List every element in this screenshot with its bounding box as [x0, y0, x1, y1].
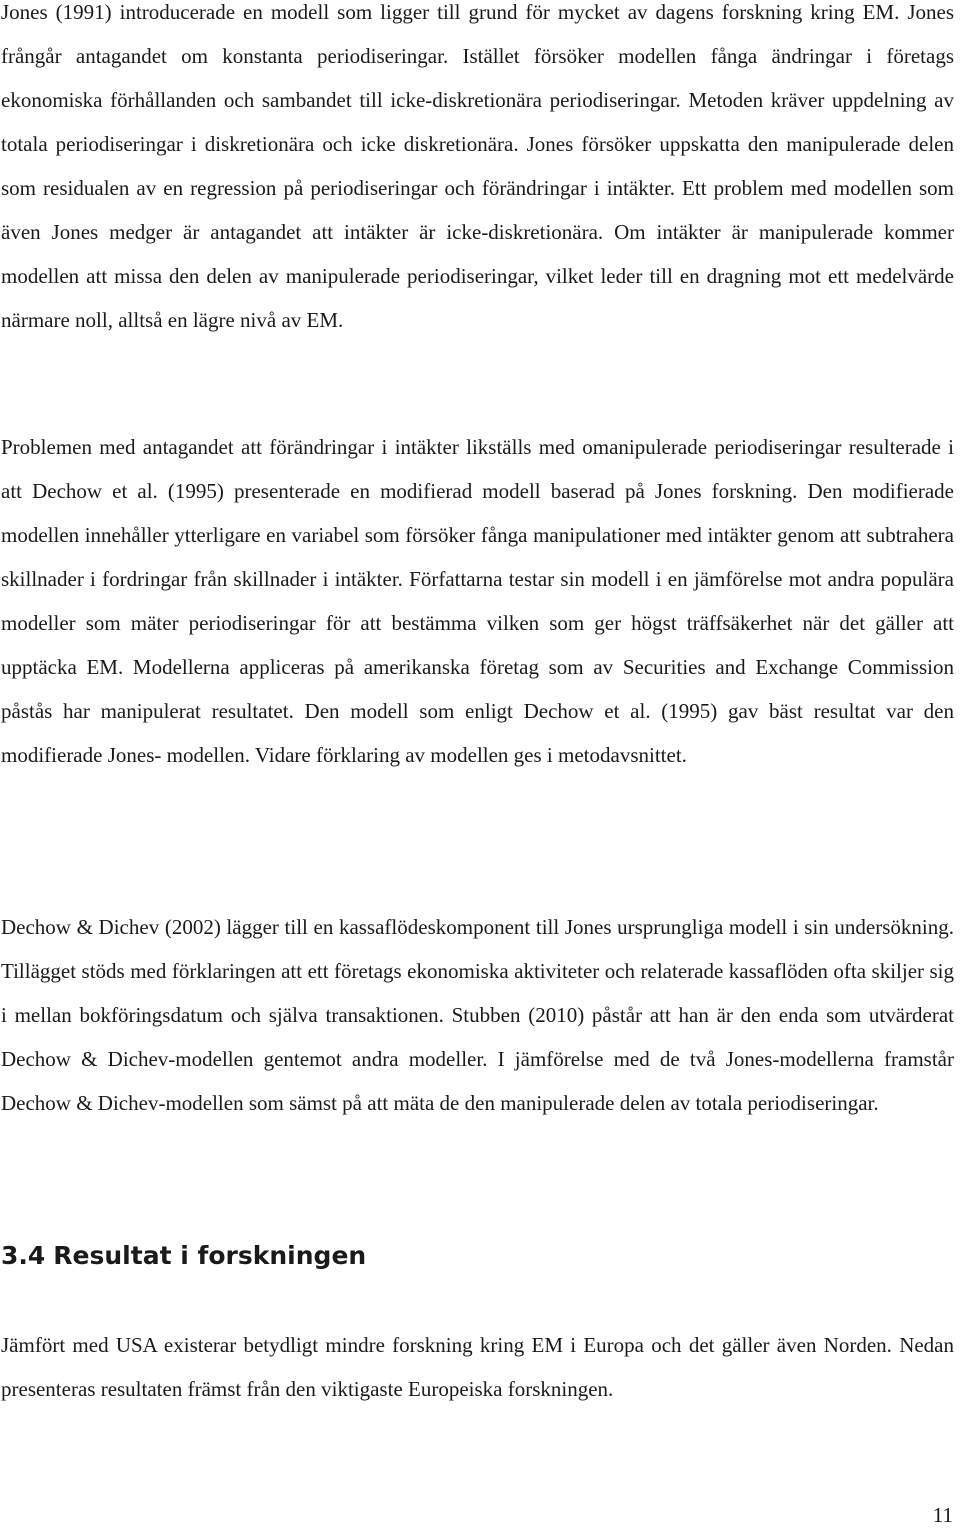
- paragraph-research-results-intro: Jämfört med USA existerar betydligt mindre forskning kring EM i Europa och det gäller även Norden. Nedan presenteras resultaten främst från den viktigaste Europeiska forskningen.: [1, 1333, 954, 1401]
- section-heading: [1, 1236, 366, 1276]
- paragraph-dechow-dichev-model: Dechow & Dichev (2002) lägger till en kassaflödeskomponent till Jones ursprungliga modell i sin undersökning. Tillägget stöds med förklaringen att ett företags ekonomiska aktiviteter och relaterade kassaflöden ofta skiljer sig i mellan bokföringsdatum och själva transaktionen. Stubben (2010) påstår att han är den enda som utvärderat Dechow & Dichev-modellen gentemot andra modeller. I jämförelse med de två Jones-modellerna framstår Dechow & Dichev-modellen som sämst på att mäta de den manipulerade delen av totala periodiseringar.: [1, 915, 954, 1115]
- section-number: 3.4: [1, 1241, 46, 1270]
- paragraph-modified-jones-model: Problemen med antagandet att förändringar i intäkter likställs med omanipulerade periodiseringar resulterade i att Dechow et al. (1995) presenterade en modifierad modell baserad på Jones forskning. Den modifierade modellen innehåller ytterligare en variabel som försöker fånga manipulationer med intäkter genom att subtrahera skillnader i fordringar från skillnader i intäkter. Författarna testar sin modell i en jämförelse mot andra populära modeller som mäter periodiseringar för att bestämma vilken som ger högst träffsäkerhet när det gäller att upptäcka EM. Modellerna appliceras på amerikanska företag som av Securities and Exchange Commission påstås har manipulerat resultatet. Den modell som enligt Dechow et al. (1995) gav bäst resultat var den modifierade Jones- modellen. Vidare förklaring av modellen ges i metodavsnittet.: [1, 435, 954, 767]
- paragraph-jones-model: Jones (1991) introducerade en modell som ligger till grund för mycket av dagens forskning kring EM. Jones frångår antagandet om konstanta periodiseringar. Istället försöker modellen fånga ändringar i företags ekonomiska förhållanden och sambandet till icke-diskretionära periodiseringar. Metoden kräver uppdelning av totala periodiseringar i diskretionära och icke diskretionära. Jones försöker uppskatta den manipulerade delen som residualen av en regression på periodiseringar och förändringar i intäkter. Ett problem med modellen som även Jones medger är antagandet att intäkter är icke-diskretionära. Om intäkter är manipulerade kommer modellen att missa den delen av manipulerade periodiseringar, vilket leder till en dragning mot ett medelvärde närmare noll, alltså en lägre nivå av EM.: [1, 0, 954, 332]
- page-number: 11: [932, 1503, 953, 1527]
- section-title: Resultat i forskningen: [53, 1241, 367, 1270]
